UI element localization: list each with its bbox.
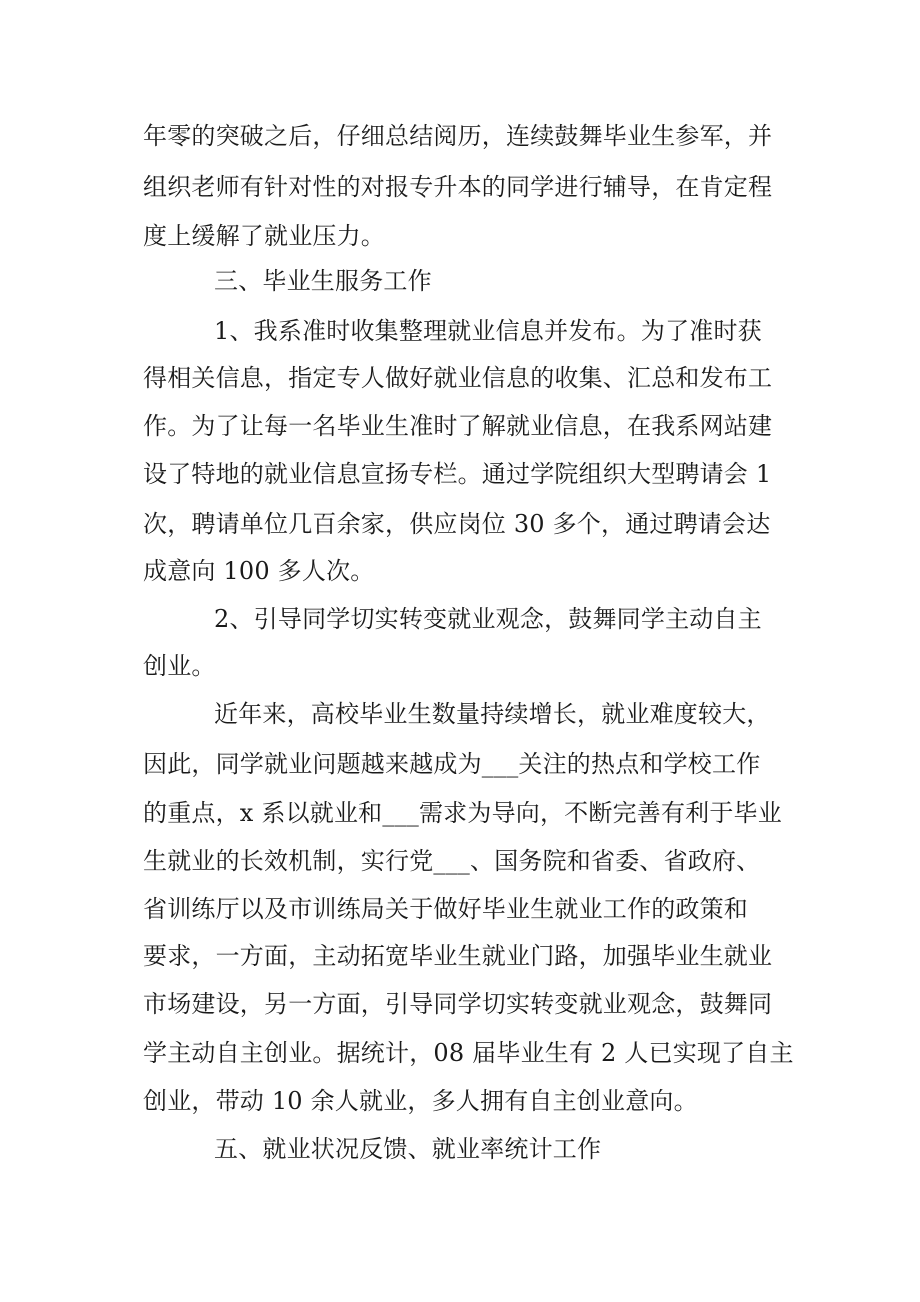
section-heading: 五、就业状况反馈、就业率统计工作 bbox=[214, 1135, 602, 1163]
body-line: 要求，一方面，主动拓宽毕业生就业门路，加强毕业生就业 bbox=[143, 942, 773, 970]
body-line: 生就业的长效机制，实行党___、国务院和省委、省政府、 bbox=[143, 847, 761, 875]
body-line: 年零的突破之后，仔细总结阅历，连续鼓舞毕业生参军，并 bbox=[143, 122, 773, 150]
body-line: 省训练厅以及市训练局关于做好毕业生就业工作的政策和 bbox=[143, 895, 748, 923]
body-line: 近年来，高校毕业生数量持续增长，就业难度较大， bbox=[214, 700, 771, 728]
body-line: 市场建设，另一方面，引导同学切实转变就业观念，鼓舞同 bbox=[143, 990, 773, 1018]
body-line: 学主动自主创业。据统计，08 届毕业生有 2 人已实现了自主 bbox=[143, 1039, 794, 1067]
body-line: 创业，带动 10 余人就业，多人拥有自主创业意向。 bbox=[143, 1087, 698, 1115]
body-line: 成意向 100 多人次。 bbox=[143, 557, 375, 585]
body-line: 创业。 bbox=[143, 652, 216, 680]
body-line: 作。为了让每一名毕业生准时了解就业信息，在我系网站建 bbox=[143, 412, 773, 440]
body-line: 2、引导同学切实转变就业观念，鼓舞同学主动自主 bbox=[214, 605, 762, 633]
body-line: 组织老师有针对性的对报专升本的同学进行辅导，在肯定程 bbox=[143, 173, 773, 201]
body-line: 度上缓解了就业压力。 bbox=[143, 222, 385, 250]
body-line: 次，聘请单位几百余家，供应岗位 30 多个，通过聘请会达 bbox=[143, 510, 771, 538]
section-heading: 三、毕业生服务工作 bbox=[214, 267, 432, 295]
body-line: 设了特地的就业信息宣扬专栏。通过学院组织大型聘请会 1 bbox=[143, 460, 772, 488]
body-line: 得相关信息，指定专人做好就业信息的收集、汇总和发布工 bbox=[143, 364, 773, 392]
body-line: 的重点，x 系以就业和___需求为导向，不断完善有利于毕业 bbox=[143, 799, 782, 827]
body-line: 1、我系准时收集整理就业信息并发布。为了准时获 bbox=[214, 317, 762, 345]
body-line: 因此，同学就业问题越来越成为___关注的热点和学校工作 bbox=[143, 750, 761, 778]
